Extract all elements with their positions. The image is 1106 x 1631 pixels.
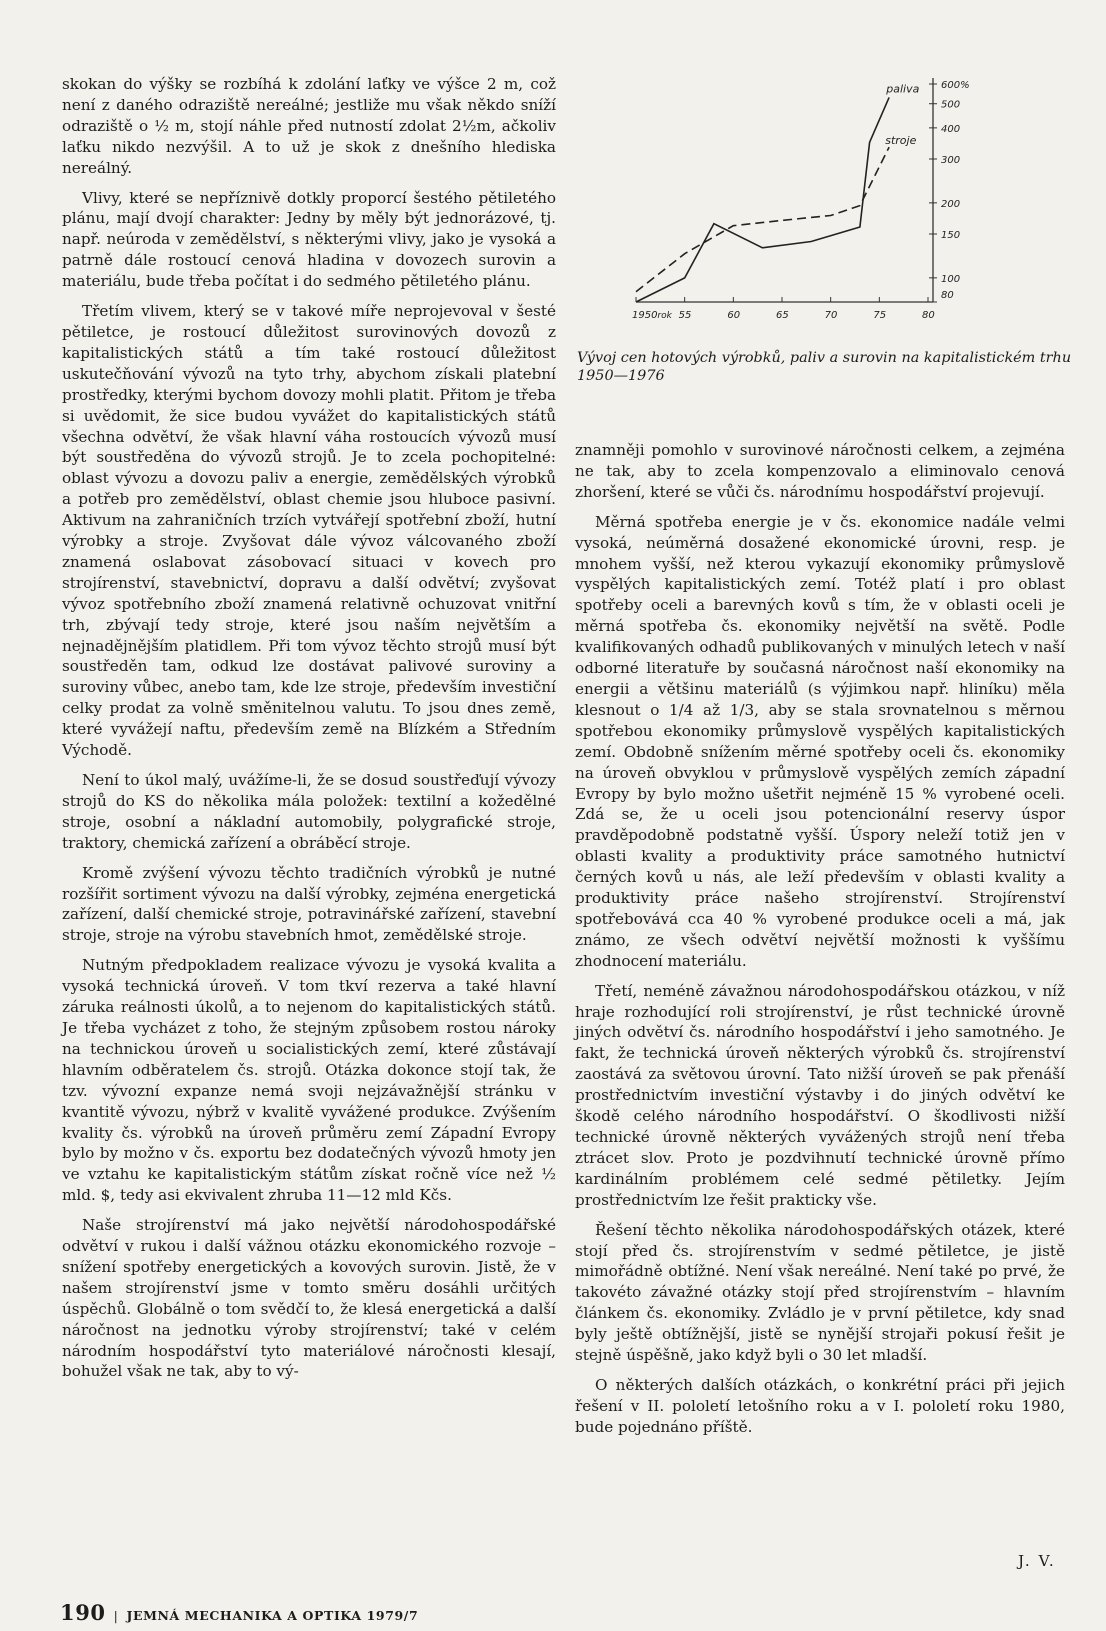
paragraph: skokan do výšky se rozbíhá k zdolání laťky ve výšce 2 m, což není z daného odraziště nereálné; jestliže mu však někdo sníží odraziště o ½ m, stojí náhle před nutností zdolat 2½m, ačkoliv laťku nikdo nezvýšil. A to už je skok z dnešního hlediska nereálný. [62,75,556,177]
x-tick-label: 1950 [632,310,658,321]
y-tick-label: 200 [941,198,961,210]
x-tick-label: 65 [776,310,789,321]
series-label-paliva: paliva [886,82,920,96]
page-number: 190 [60,1600,106,1625]
y-tick-label: 600% [941,80,970,91]
paragraph: Kromě zvýšení vývozu těchto tradičních výrobků je nutné rozšířit sortiment vývozu na další výrobky, zejména energetická zařízení, další chemické stroje, potravinářské zařízení, stavební stroje, stroje na výrobu stavebních hmot, zemědělské stroje. [62,863,556,945]
paragraph: Měrná spotřeba energie je v čs. ekonomice nadále velmi vysoká, neúměrná dosažené ekonomické úrovni, resp. je mnohem vyšší, než kterou vykazují ekonomiky průmyslově vyspělých kapitalistických zemí. Totéž platí i pro oblast spotřeby oceli a barevných kovů s tím, že v oblasti oceli je měrná spotřeba čs. ekonomiky největší na světě. Podle kvalifikovaných odhadů publikovaných v minulých letech v naší odborné literatuře by současná náročnost naší ekonomiky na energii a většinu materiálů (s výjimkou např. hliníku) měla klesnout o 1/4 až 1/3, aby se stala srovnatelnou s měrnou spotřebou ekonomiky průmyslově vyspělých kapitalistických zemí. Obdobně snížením měrné spotřeby oceli čs. ekonomiky na úroveň obvyklou v průmyslově vyspělých zemích západní Evropy by bylo možno ušetřit nejméně 15 % vyrobené oceli. Zdá se, že u oceli jsou potencionální reservy úspor pravděpodobně podstatně vyšší. Úspory neleží totiž jen v oblasti kvality a produktivity práce samotného hutnictví černých kovů u nás, ale leží především v oblasti kvality a produktivity práce našeho strojírenství. Strojírenství spotřebovává cca 40 % vyrobené produkce oceli a má, jak známo, ze všech odvětví největší možnosti k vyššímu zhodnocení materiálu. [575,512,1065,970]
y-tick-label: 500 [941,99,961,111]
paragraph: Vlivy, které se nepříznivě dotkly proporcí šestého pětiletého plánu, mají dvojí charakter: Jedny by měly být jednorázové, tj. např. neúroda v zemědělství, s některými vlivy, jako je vysoká a patrně dále rostoucí cenová hladina v dovozech surovin a materiálu, bude třeba počítat i do sedmého pětiletého plánu. [62,188,556,291]
y-tick-label: 80 [941,290,954,301]
figure-caption: Vývoj cen hotových výrobků, paliv a surovin na kapitalistickém trhu 1950—1976 [577,350,1072,384]
x-tick-label: 60 [727,310,741,321]
x-tick-label: 70 [824,310,838,321]
paragraph: Třetím vlivem, který se v takové míře neprojevoval v šesté pětiletce, je rostoucí důležitost surovinových dovozů z kapitalistických států a tím také rostoucí důležitost uskutečňování vývozů na tyto trhy, abychom získali platební prostředky, kterými bychom dovozy mohli platit. Přitom je třeba si uvědomit, že sice budou vyvážet do kapitalistických států všechna odvětví, že však hlavní váha rostoucích vývozů musí být soustředěna do vývozů strojů. Je to zcela pochopitelné: oblast vývozu a dovozu paliv a energie, zemědělských výrobků a potřeb pro zemědělství, oblast chemie jsou hluboce pasivní. Aktivum na zahraničních trzích vytvářejí spotřební zboží, hutní výrobky a stroje. Zvyšovat dále vývoz válcovaného zboží znamená oslabovat zásobovací situaci v kovech pro strojírenství, stavebnictví, dopravu a další odvětví; zvyšovat vývoz spotřebního zboží znamená relativně ochuzovat vnitřní trh, zbývají tedy stroje, které jsou naším největším a nejnadějnějším platidlem. Při tom vývoz těchto strojů musí být soustředěn tam, odkud lze dostávat palivové suroviny a suroviny vůbec, anebo tam, kde lze stroje, především investiční celky prodat za volně směnitelnou valutu. To jsou dnes země, které vyvážejí naftu, především země na Blízkém a Středním Východě. [62,302,556,760]
paragraph: Nutným předpokladem realizace vývozu je vysoká kvalita a vysoká technická úroveň. V tom tkví rezerva a také hlavní záruka reálnosti úkolů, a to nejenom do kapitalistických států. Je třeba vycházet z toho, že stejným způsobem rostou nároky na technickou úroveň u socialistických zemí, které zůstávají hlavním odběratelem čs. strojů. Otázka dokonce stojí tak, že tzv. vývozní expanze nemá svoji nejzávažnější stránku v kvantitě vývozu, nýbrž v kvalitě vyvážené produkce. Zvýšením kvality čs. výrobků na úroveň průměru zemí Západní Evropy bylo by možno v čs. exportu bez dodatečných vývozů hmoty jen ve vztahu ke kapitalistickým státům získat ročně více než ½ mld. $, tedy asi ekvivalent zhruba 11—12 mld Kčs. [62,956,556,1205]
series-label-stroje: stroje [885,133,917,147]
chart-ticks [632,80,970,321]
y-tick-label: 300 [941,154,961,166]
chart-series [636,97,889,302]
chart-axes [636,78,933,302]
journal-name: JEMNÁ MECHANIKA A OPTIKA 1979/7 [126,1608,419,1623]
paragraph: Třetí, neméně závažnou národohospodářskou otázkou, v níž hraje rozhodující roli strojírenství, je růst technické úrovně jiných odvětví čs. národního hospodářství i jeho samotného. Je fakt, že technická úroveň některých výrobků čs. strojírenství zaostává za světovou úrovní. Tato nižší úroveň se pak přenáší prostřednictvím investiční výstavby i do jiných odvětví ke škodě celého národního hospodářství. O škodlivosti nižší technické úrovně některých vyvážených strojů není třeba ztrácet slov. Proto je pozdvihnutí technické úrovně přímo kardinálním problémem celé sedmé pětiletky. Jejím prostřednictvím lze řešit prakticky vše. [575,981,1065,1209]
left-column [62,74,556,1391]
page-footer [60,1600,418,1625]
y-tick-label: 150 [941,229,961,241]
paragraph: Řešení těchto několika národohospodářských otázek, které stojí před čs. strojírenstvím v sedmé pětiletce, je jistě mimořádně obtížné. Není však nereálné. Není také po prvé, že takovéto závažné otázky stojí před strojírenstvím – hlavním článkem čs. ekonomiky. Zvládlo je v první pětiletce, kdy snad byly ještě obtížnější, jistě se nynější strojaři pokusí řešit je stejně úspěšně, jako když byli o 30 let mladší. [575,1220,1065,1365]
series-line-stroje [636,147,889,292]
footer-separator: | [113,1608,119,1623]
price-development-chart [628,70,1038,332]
paragraph: Není to úkol malý, uvážíme-li, že se dosud soustřeďují vývozy strojů do KS do několika mála položek: textilní a kožedělné stroje, osobní a nákladní automobily, polygrafické stroje, traktory, chemická zařízení a obráběcí stroje. [62,771,556,852]
y-tick-label: 400 [941,123,961,135]
x-tick-label: 75 [873,310,887,321]
paragraph: Naše strojírenství má jako největší národohospodářské odvětví v rukou i další vážnou otázku ekonomického rozvoje – snížení spotřeby energetických a kovových surovin. Jistě, že v našem strojírenství jsme v tomto směru dosáhli určitých úspěchů. Globálně o tom svědčí to, že klesá energetická a další náročnost na jednotku výroby strojírenství; také v celém národním hospodářství tyto materiálové náročnosti klesají, bohužel však ne tak, aby to vý- [62,1216,556,1381]
x-unit-label: rok [657,311,672,321]
series-line-paliva [636,97,889,302]
paragraph: znamněji pomohlo v surovinové náročnosti celkem, a zejména ne tak, aby to zcela kompenzovalo a eliminovalo cenová zhoršení, které se vůči čs. národnímu hospodářství projevují. [575,441,1065,501]
author-signature: J. V. [1018,1552,1056,1570]
x-tick-label: 80 [922,310,935,321]
y-tick-label: 100 [941,273,961,285]
right-column [575,440,1065,1447]
paragraph: O některých dalších otázkách, o konkrétní práci při jejich řešení v II. pololetí letošního roku a v I. pololetí roku 1980, bude pojednáno příště. [575,1375,1065,1436]
x-tick-label: 55 [678,310,692,321]
